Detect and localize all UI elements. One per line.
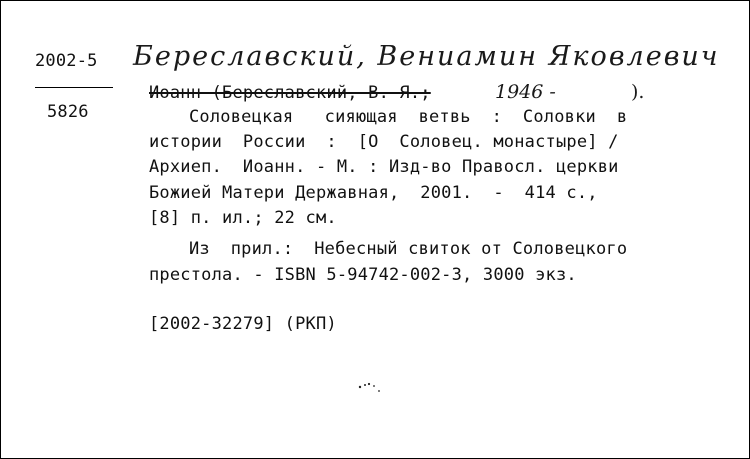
registration-number: [2002-32279] (РКП)	[149, 314, 337, 334]
note-line-1: Из прил.: Небесный свиток от Соловецкого	[189, 239, 628, 259]
body-line-5: [8] п. ил.; 22 см.	[149, 208, 337, 228]
body-line-4: Божией Матери Державная, 2001. - 414 с.,	[149, 183, 598, 203]
note-line-2: престола. - ISBN 5-94742-002-3, 3000 экз.	[149, 265, 577, 285]
inventory-number: 5826	[47, 102, 89, 122]
body-line-2: истории России : [О Соловец. монастыре] /	[149, 132, 619, 152]
ink-specks	[356, 377, 386, 397]
closing-parenthesis: ).	[631, 81, 645, 103]
struck-author-text: Иоанн (Береславский, В. Я.;	[149, 83, 431, 103]
body-line-3: Архиеп. Иоанн. - М. : Изд-во Правосл. церкви	[149, 157, 619, 177]
call-number-divider	[35, 87, 113, 88]
handwritten-heading: Береславский, Вениамин Яковлевич	[133, 41, 720, 72]
body-line-1: Соловецкая сияющая ветвь : Соловки в	[189, 107, 628, 127]
handwritten-years: 1946 -	[495, 81, 556, 103]
call-number: 2002-5	[35, 51, 98, 71]
